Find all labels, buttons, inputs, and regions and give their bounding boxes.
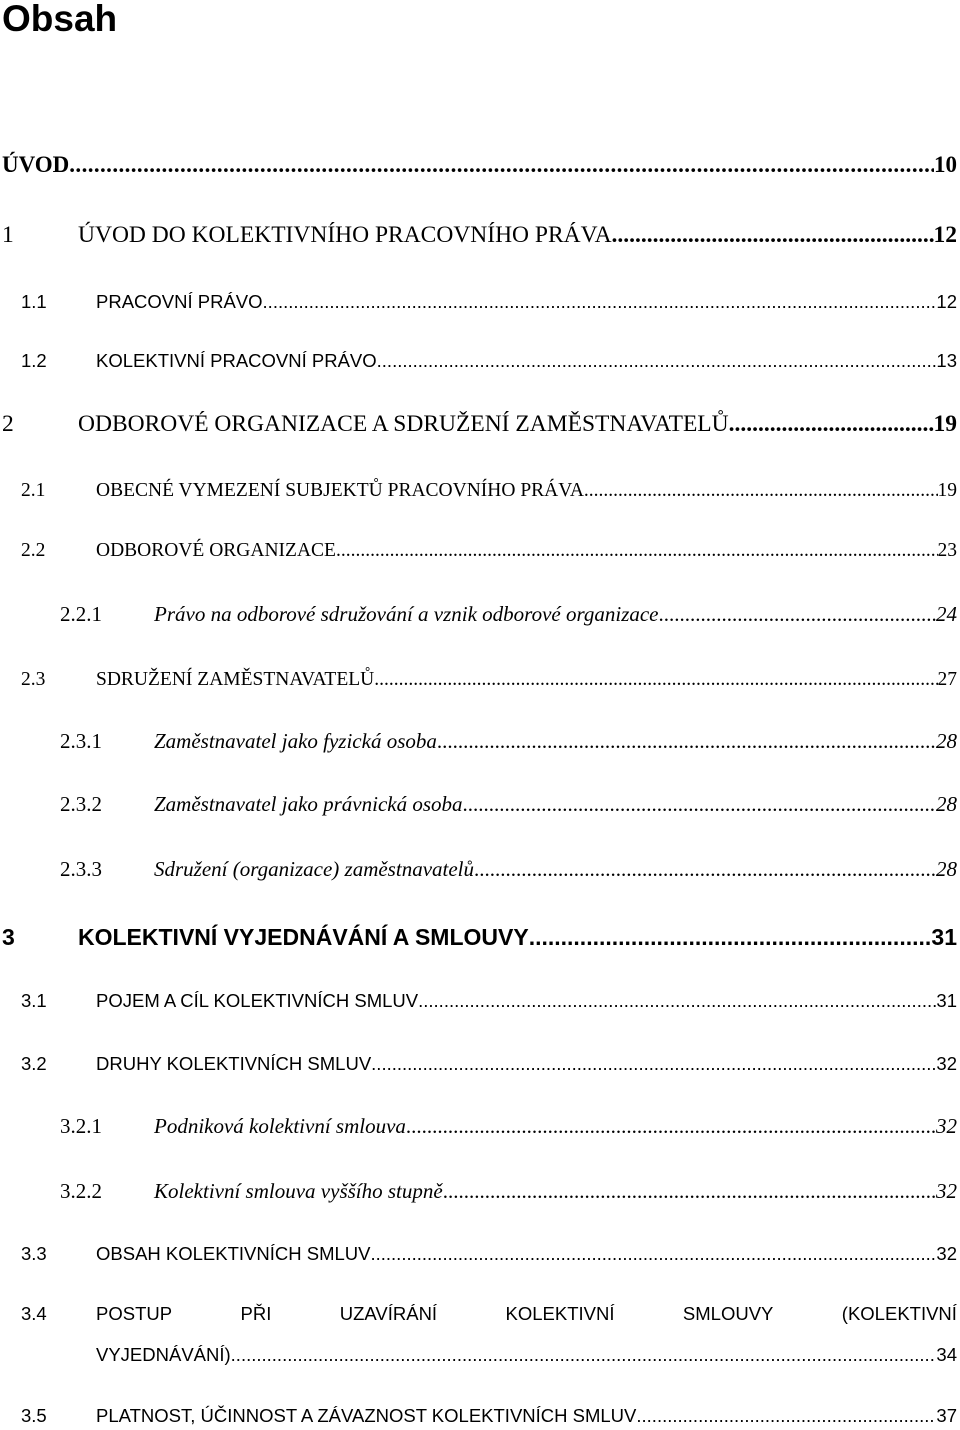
- page-title: Obsah: [2, 0, 118, 39]
- toc-leader-dots: [371, 1050, 936, 1078]
- toc-page-number: 32: [936, 1179, 957, 1203]
- toc-page-number: 12: [933, 222, 957, 248]
- toc-entry-2-3-2[interactable]: [60, 790, 957, 818]
- toc-entry-number: 1.2: [21, 350, 47, 371]
- toc-leader-dots: [612, 220, 934, 250]
- toc-entry-title: POJEM A CÍL KOLEKTIVNÍCH SMLUV: [96, 990, 419, 1011]
- toc-entry-number: 3.4: [21, 1303, 47, 1324]
- toc-page-number: 37: [936, 1405, 957, 1426]
- toc-entry-title: Právo na odborové sdružování a vznik odborové organizace: [154, 602, 659, 626]
- toc-leader-dots: [231, 1341, 937, 1369]
- toc-entry-title: KOLEKTIVNÍ VYJEDNÁVÁNÍ A SMLOUVY: [78, 924, 529, 950]
- toc-entry-title: Podniková kolektivní smlouva: [154, 1114, 406, 1138]
- toc-leader-dots: [529, 922, 932, 952]
- toc-entry-1-1[interactable]: [21, 288, 957, 316]
- toc-entry-3-2[interactable]: [21, 1050, 957, 1078]
- toc-entry-title: ÚVOD: [2, 152, 70, 177]
- toc-page-number: 10: [934, 152, 957, 177]
- toc-entry-number: 3.2: [21, 1053, 47, 1074]
- toc-leader-dots: [370, 1240, 936, 1268]
- toc-entry-number: 1.1: [21, 291, 47, 312]
- toc-entry-number: 2.3.2: [60, 792, 102, 816]
- toc-leader-dots: [406, 1112, 936, 1140]
- toc-entry-2-3-1[interactable]: [60, 727, 957, 755]
- toc-page-number: 23: [937, 540, 957, 561]
- toc-leader-dots: [584, 477, 938, 505]
- toc-entry-number: 2.2.1: [60, 602, 102, 626]
- toc-entry-2-2-1[interactable]: [60, 600, 957, 628]
- toc-entry-title: ODBOROVÉ ORGANIZACE: [96, 540, 336, 561]
- toc-entry-title: OBECNÉ VYMEZENÍ SUBJEKTŮ PRACOVNÍHO PRÁVA: [96, 480, 584, 501]
- toc-page-number: 31: [931, 924, 957, 950]
- toc-entry-3-2-1[interactable]: [60, 1112, 957, 1140]
- toc-leader-dots: [418, 987, 936, 1015]
- toc-entry-2-3[interactable]: [21, 666, 957, 694]
- toc-entry-title-line-2: [96, 1341, 957, 1369]
- toc-leader-dots: [443, 1177, 936, 1205]
- toc-entry-title: DRUHY KOLEKTIVNÍCH SMLUV: [96, 1053, 372, 1074]
- toc-entry-number: 3.2.2: [60, 1179, 102, 1203]
- toc-entry-number: 3.2.1: [60, 1114, 102, 1138]
- toc-page-number: 24: [936, 602, 957, 626]
- toc-entry-number: 2.3: [21, 669, 46, 690]
- toc-page-number: 19: [937, 480, 957, 501]
- toc-page-number: 28: [936, 729, 957, 753]
- toc-entry-3-3[interactable]: [21, 1240, 957, 1268]
- toc-entry-title-line-1: [96, 1300, 957, 1328]
- toc-entry-title: OBSAH KOLEKTIVNÍCH SMLUV: [96, 1243, 371, 1264]
- toc-title-word: UZAVÍRÁNÍ: [339, 1303, 438, 1324]
- toc-entry-chapter-1[interactable]: [2, 220, 957, 250]
- toc-entry-title: PRACOVNÍ PRÁVO: [96, 291, 263, 312]
- toc-leader-dots: [729, 409, 934, 439]
- toc-entry-number: 2.1: [21, 480, 46, 501]
- toc-entry-title: Zaměstnavatel jako právnická osoba: [154, 792, 463, 816]
- toc-entry-title: Kolektivní smlouva vyššího stupně: [154, 1179, 443, 1203]
- toc-leader-dots: [437, 727, 936, 755]
- toc-entry-3-2-2[interactable]: [60, 1177, 957, 1205]
- toc-entry-number: 3.1: [21, 990, 47, 1011]
- toc-leader-dots: [263, 288, 937, 316]
- toc-entry-title: VYJEDNÁVÁNÍ): [96, 1344, 231, 1365]
- toc-page-number: 27: [937, 669, 957, 690]
- toc-entry-title: PLATNOST, ÚČINNOST A ZÁVAZNOST KOLEKTIVNÍCH SMLUV: [96, 1405, 637, 1426]
- toc-leader-dots: [374, 666, 937, 694]
- toc-title-word: (KOLEKTIVNÍ: [841, 1303, 957, 1324]
- toc-title-word: PŘI: [240, 1303, 272, 1324]
- toc-title-word: SMLOUVY: [682, 1303, 774, 1324]
- toc-entry-3-5[interactable]: [21, 1402, 957, 1430]
- toc-leader-dots: [336, 537, 938, 565]
- toc-entry-number: 3: [2, 924, 15, 950]
- toc-entry-title: KOLEKTIVNÍ PRACOVNÍ PRÁVO: [96, 350, 377, 371]
- toc-leader-dots: [69, 150, 934, 180]
- toc-entry-number: 3.5: [21, 1405, 47, 1426]
- toc-entry-title: SDRUŽENÍ ZAMĚSTNAVATELŮ: [96, 669, 375, 690]
- toc-entry-number: 2.2: [21, 540, 46, 561]
- toc-page-number: 31: [936, 990, 957, 1011]
- toc-entry-2-2[interactable]: [21, 537, 957, 565]
- toc-page-number: 12: [936, 291, 957, 312]
- toc-entry-uvod[interactable]: [2, 150, 957, 180]
- toc-entry-number: 1: [2, 222, 14, 248]
- toc-page-number: 34: [936, 1344, 957, 1365]
- toc-entry-title: Sdružení (organizace) zaměstnavatelů: [154, 857, 475, 881]
- toc-entry-title: ÚVOD DO KOLEKTIVNÍHO PRACOVNÍHO PRÁVA: [78, 222, 612, 248]
- toc-leader-dots: [636, 1402, 936, 1430]
- toc-page-number: 19: [933, 411, 957, 437]
- toc-entry-3-1[interactable]: [21, 987, 957, 1015]
- toc-entry-2-3-3[interactable]: [60, 855, 957, 883]
- toc-entry-number: 3.3: [21, 1243, 47, 1264]
- toc-entry-chapter-3[interactable]: [2, 922, 957, 952]
- toc-page-number: 28: [936, 857, 957, 881]
- toc-leader-dots: [474, 855, 936, 883]
- toc-page-number: 32: [936, 1114, 957, 1138]
- toc-page-number: 32: [936, 1243, 957, 1264]
- toc-entry-2-1[interactable]: [21, 477, 957, 505]
- toc-page-number: 13: [936, 350, 957, 371]
- toc-entry-chapter-2[interactable]: [2, 409, 957, 439]
- toc-entry-number: 2: [2, 411, 14, 437]
- toc-entry-1-2[interactable]: [21, 347, 957, 375]
- toc-entry-title: Zaměstnavatel jako fyzická osoba: [154, 729, 437, 753]
- toc-entry-number: 2.3.1: [60, 729, 102, 753]
- toc-page-number: 32: [936, 1053, 957, 1074]
- toc-entry-number: 2.3.3: [60, 857, 102, 881]
- toc-leader-dots: [377, 347, 937, 375]
- toc-leader-dots: [659, 600, 936, 628]
- toc-title-word: POSTUP: [96, 1303, 173, 1324]
- toc-entry-title: ODBOROVÉ ORGANIZACE A SDRUŽENÍ ZAMĚSTNAVATELŮ: [78, 411, 729, 437]
- toc-title-word: KOLEKTIVNÍ: [505, 1303, 615, 1324]
- toc-leader-dots: [463, 790, 936, 818]
- toc-page-number: 28: [936, 792, 957, 816]
